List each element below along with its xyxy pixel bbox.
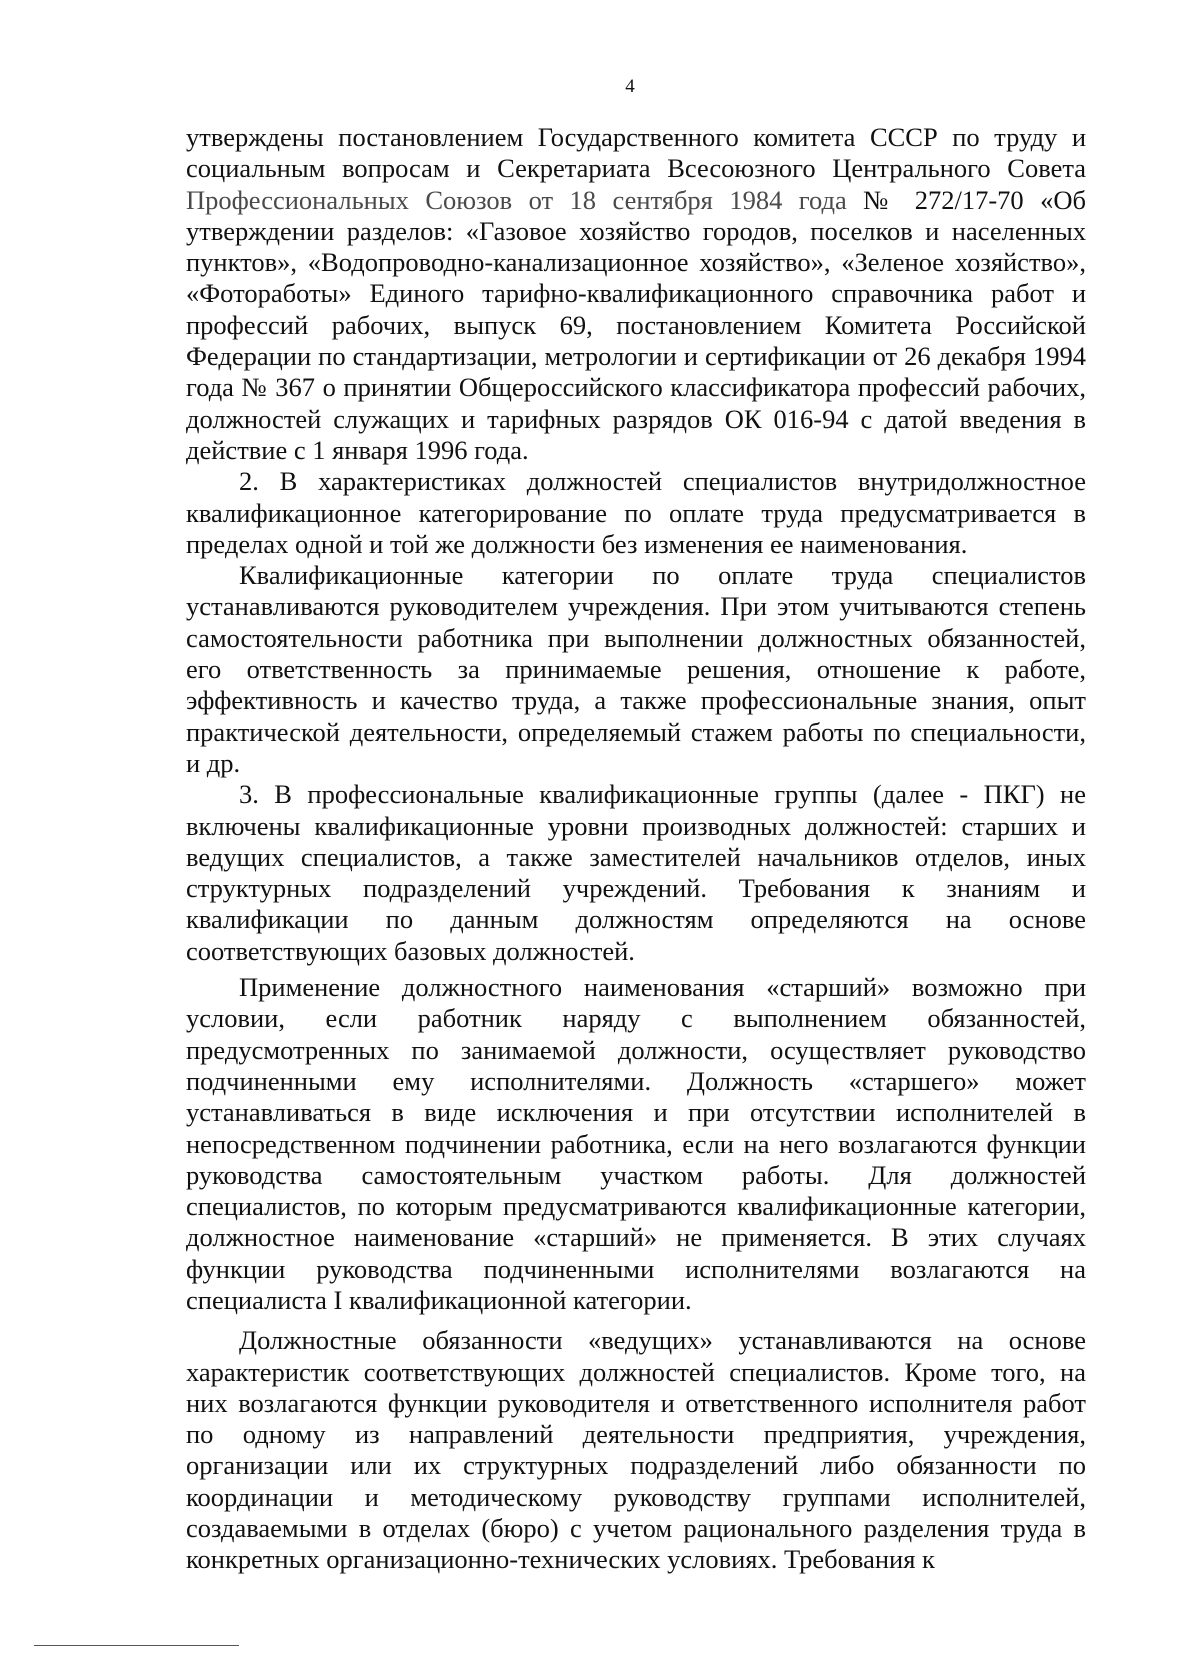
page-number: 4 (625, 76, 635, 97)
paragraph-text-rest: № 272/17-70 «Об утверждении разделов: «Газовое хозяйство городов, поселков и населенных пунктов», «Водопроводно-канализационное хозяйство», «Зеленое хозяйство», «Фотоработы» Единого тарифно-квалификационного справочника работ и профессий рабочих, выпуск 69, постановлением Комитета Российской Федерации по стандартизации, метрологии и сертификации от 26 декабря 1994 года № 367 о принятии Общероссийского классификатора профессий рабочих, должностей служащих и тарифных разрядов ОК 016-94 с датой введения в действие с 1 января 1996 года. (186, 184, 1086, 465)
paragraph-continuation (186, 122, 1086, 466)
paragraph-item-2: 2. В характеристиках должностей специалистов внутридолжностное квалификационное категорирование по оплате труда предусматривается в пределах одной и той же должности без изменения ее наименования. (186, 466, 1086, 559)
paragraph-item-3: 3. В профессиональные квалификационные группы (далее - ПКГ) не включены квалификационные уровни производных должностей: старших и ведущих специалистов, а также заместителей начальников отделов, иных структурных подразделений учреждений. Требования к знаниям и квалификации по данным должностям определяются на основе соответствующих базовых должностей. (186, 779, 1086, 966)
paragraph-text-main: утверждены постановлением Государственного комитета СССР по труду и социальным вопросам и Секретариата Всесоюзного Центрального Совета (186, 122, 1086, 184)
footnote-separator-line (34, 1645, 239, 1646)
paragraph-leading-duties: Должностные обязанности «ведущих» устанавливаются на основе характеристик соответствующих должностей специалистов. Кроме того, на них возлагаются функции руководителя и ответственного исполнителя работ по одному из направлений деятельности предприятия, учреждения, организации или их структурных подразделений либо обязанности по координации и методическому руководству группами исполнителей, создаваемыми в отделах (бюро) с учетом рационального разделения труда в конкретных организационно-технических условиях. Требования к (186, 1325, 1086, 1575)
document-body (186, 122, 1086, 1576)
paragraph-text-faded: Профессиональных Союзов от 18 сентября 1984 года (186, 184, 847, 215)
paragraph-qualification-categories: Квалификационные категории по оплате труда специалистов устанавливаются руководителем учреждения. При этом учитываются степень самостоятельности работника при выполнении должностных обязанностей, его ответственность за принимаемые решения, отношение к работе, эффективность и качество труда, а также профессиональные знания, опыт практической деятельности, определяемый стажем работы по специальности, и др. (186, 560, 1086, 778)
paragraph-senior-title: Применение должностного наименования «старший» возможно при условии, если работник наряду с выполнением обязанностей, предусмотренных по занимаемой должности, осуществляет руководство подчиненными ему исполнителями. Должность «старшего» может устанавливаться в виде исключения и при отсутствии исполнителей в непосредственном подчинении работника, если на него возлагаются функции руководства самостоятельным участком работы. Для должностей специалистов, по которым предусматриваются квалификационные категории, должностное наименование «старший» не применяется. В этих случаях функции руководства подчиненными исполнителями возлагаются на специалиста I квалификационной категории. (186, 972, 1086, 1315)
